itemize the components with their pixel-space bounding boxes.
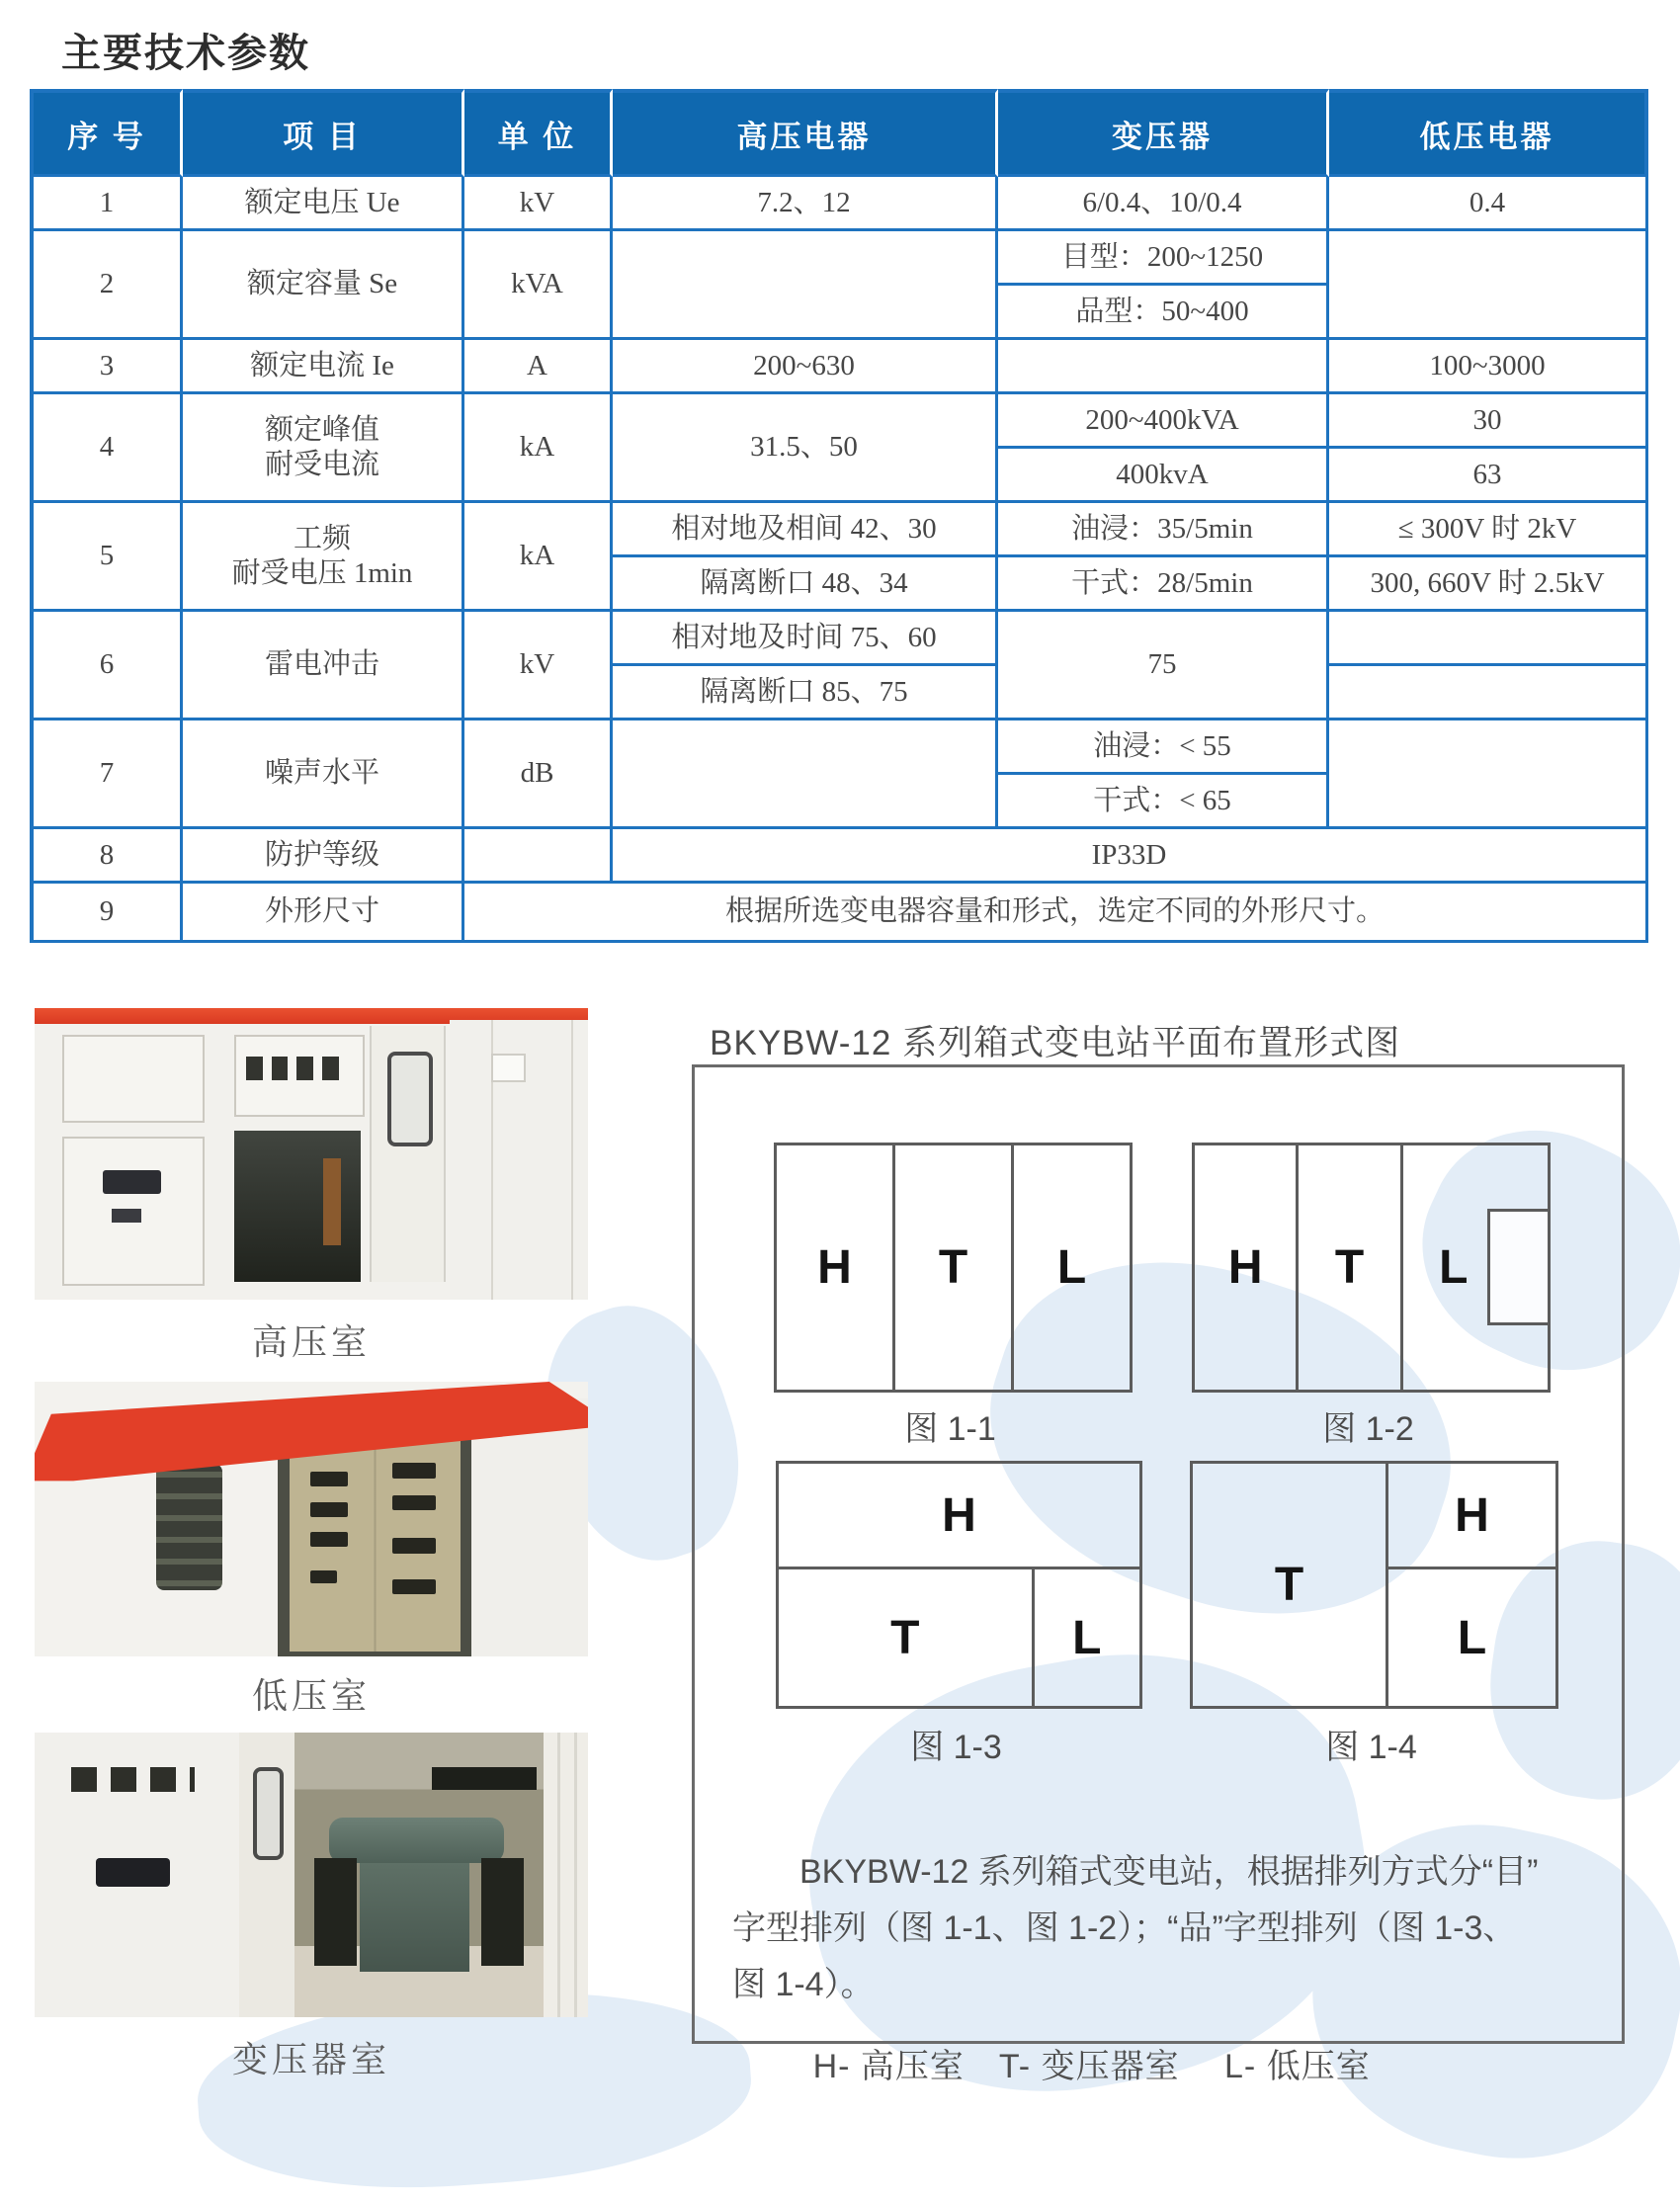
cell-unit: kV xyxy=(464,177,613,231)
cell-transformer: 油浸：35/5min xyxy=(998,503,1329,557)
cell-hv: 31.5、50 xyxy=(613,394,998,503)
cell-hv: 隔离断口 48、34 xyxy=(613,557,998,612)
room-letter-l: L xyxy=(1056,1241,1087,1294)
cell-lv: 300, 660V 时 2.5kV xyxy=(1329,557,1648,612)
cell-no: 1 xyxy=(30,177,183,231)
cabinet-panel xyxy=(35,1733,242,2017)
cell-hv: 相对地及相间 42、30 xyxy=(613,503,998,557)
cell-lv: 100~3000 xyxy=(1329,340,1648,394)
open-doorway xyxy=(278,1428,471,1656)
cell-item-line: 额定峰值 xyxy=(264,413,379,446)
table-row xyxy=(30,612,1648,666)
vent-slots xyxy=(71,1767,194,1793)
cell-no: 7 xyxy=(30,720,183,829)
transformer-body xyxy=(360,1863,469,1971)
cell-unit: kV xyxy=(464,612,613,720)
room-letter-h: H xyxy=(1227,1241,1263,1294)
interior-equipment xyxy=(432,1767,537,1790)
cell-transformer: 品型：50~400 xyxy=(998,286,1329,340)
switch-handle xyxy=(392,1463,437,1478)
cabinet-button xyxy=(112,1209,142,1224)
switch-handle xyxy=(310,1570,338,1583)
door-window xyxy=(387,1052,433,1146)
interior-cabinet xyxy=(481,1858,524,1966)
cell-item: 噪声水平 xyxy=(183,720,464,829)
room-letter-l: L xyxy=(1457,1611,1487,1664)
cell-item: 额定电流 Ie xyxy=(183,340,464,394)
photo-label-transformer-room: 变压器室 xyxy=(231,2039,390,2079)
cell-item xyxy=(183,503,464,612)
diagram-note xyxy=(732,1844,1588,2095)
note-line: BKYBW-12 系列箱式变电站，根据排列方式分“目” xyxy=(799,1853,1539,1891)
page-title: 主要技术参数 xyxy=(61,32,310,75)
cell-no: 2 xyxy=(30,231,183,340)
photo-label-low-voltage-room: 低压室 xyxy=(251,1675,371,1716)
cell-hv: 隔离断口 85、75 xyxy=(613,666,998,720)
vent-slot xyxy=(246,1057,263,1080)
cell-lv: 63 xyxy=(1329,449,1648,503)
interior-equipment xyxy=(323,1158,341,1246)
figure-caption: 图 1-1 xyxy=(904,1410,996,1448)
cell-item-line: 耐受电压 1min xyxy=(231,556,413,589)
switch-handle xyxy=(310,1502,348,1517)
room-letter-t: T xyxy=(890,1611,920,1664)
switch-handle xyxy=(392,1579,437,1594)
cell-transformer: 200~400kVA xyxy=(998,394,1329,449)
cell-item: 雷电冲击 xyxy=(183,612,464,720)
vent-slot xyxy=(272,1057,289,1080)
table-row xyxy=(30,177,1648,231)
door-window xyxy=(253,1767,285,1860)
room-legend: H- 高压室 T- 变压器室 L- 低压室 xyxy=(812,2048,1371,2085)
switchgear-cabinet xyxy=(290,1437,460,1652)
cell-item-line: 耐受电流 xyxy=(264,448,379,480)
transformer-top xyxy=(329,1818,503,1863)
label-plate xyxy=(491,1054,526,1082)
cell-hv: 相对地及时间 75、60 xyxy=(613,612,998,666)
room-letter-h: H xyxy=(942,1488,976,1542)
wall-seam xyxy=(571,1020,573,1300)
col-header-unit: 单 位 xyxy=(464,89,613,177)
cabinet-wall xyxy=(544,1733,588,2017)
figure-caption: 图 1-2 xyxy=(1322,1410,1414,1448)
cell-item: 防护等级 xyxy=(183,829,464,884)
layout-diagram-box xyxy=(692,1064,1625,2085)
diagram-title: BKYBW-12 系列箱式变电站平面布置形式图 xyxy=(710,1024,1401,1062)
cabinet-display xyxy=(103,1170,161,1194)
cell-lv-empty xyxy=(1329,612,1648,666)
cell-unit: dB xyxy=(464,720,613,829)
table-row xyxy=(30,231,1648,286)
cell-no: 3 xyxy=(30,340,183,394)
col-header-item: 项 目 xyxy=(183,89,464,177)
cell-lv: ≤ 300V 时 2kV xyxy=(1329,503,1648,557)
open-door xyxy=(370,1026,446,1283)
figure-1-4 xyxy=(1190,1461,1558,1709)
open-doorway xyxy=(294,1733,544,2017)
table-row xyxy=(30,829,1648,884)
cell-span-value: IP33D xyxy=(613,829,1648,884)
room-letter-t: T xyxy=(938,1241,968,1294)
cell-unit-empty xyxy=(464,829,613,884)
room-letter-t: T xyxy=(1274,1559,1304,1611)
room-letter-l: L xyxy=(1072,1611,1102,1664)
cell-no: 5 xyxy=(30,503,183,612)
cell-transformer: 目型：200~1250 xyxy=(998,231,1329,286)
cell-unit: kA xyxy=(464,394,613,503)
cell-lv: 0.4 xyxy=(1329,177,1648,231)
cell-transformer: 干式：< 65 xyxy=(998,775,1329,829)
cell-transformer: 400kvA xyxy=(998,449,1329,503)
open-door xyxy=(239,1733,297,2017)
cell-transformer: 干式：28/5min xyxy=(998,557,1329,612)
vent-panel xyxy=(234,1035,366,1118)
figure-1-2 xyxy=(1192,1143,1551,1393)
col-header-hv: 高压电器 xyxy=(613,89,998,177)
note-line: 图 1-4）。 xyxy=(732,1966,875,2003)
col-header-transformer: 变压器 xyxy=(998,89,1329,177)
photo-label-high-voltage-room: 高压室 xyxy=(251,1321,371,1362)
photo-low-voltage-room xyxy=(35,1382,588,1656)
cell-unit: A xyxy=(464,340,613,394)
switch-handle xyxy=(392,1538,437,1553)
control-panel xyxy=(156,1464,222,1590)
vent-slot xyxy=(296,1057,313,1080)
cell-transformer-empty xyxy=(998,340,1329,394)
table-row xyxy=(30,720,1648,775)
note-line: 字型排列（图 1-1、图 1-2）；“品”字型排列（图 1-3、 xyxy=(732,1909,1517,1947)
open-doorway xyxy=(234,1131,362,1282)
cell-no: 6 xyxy=(30,612,183,720)
figure-1-1 xyxy=(774,1143,1133,1393)
col-header-no: 序 号 xyxy=(30,89,183,177)
cell-no: 8 xyxy=(30,829,183,884)
room-letter-t: T xyxy=(1334,1241,1365,1294)
cell-no: 4 xyxy=(30,394,183,503)
room-letter-h: H xyxy=(817,1241,852,1294)
switch-handle xyxy=(310,1472,348,1486)
room-letter-h: H xyxy=(1455,1488,1489,1542)
col-header-lv: 低压电器 xyxy=(1329,89,1648,177)
cell-hv-empty xyxy=(613,231,998,340)
cell-item: 额定电压 Ue xyxy=(183,177,464,231)
photo-transformer-room xyxy=(35,1733,588,2017)
cell-transformer: 油浸：< 55 xyxy=(998,720,1329,775)
figure-caption: 图 1-3 xyxy=(910,1729,1002,1766)
table-row xyxy=(30,503,1648,557)
specs-table xyxy=(30,89,1648,943)
cabinet-panel xyxy=(62,1035,205,1124)
cell-span-value: 根据所选变电器容量和形式，选定不同的外形尺寸。 xyxy=(464,884,1648,943)
cell-lv-empty xyxy=(1329,720,1648,829)
cell-unit: kA xyxy=(464,503,613,612)
cell-transformer: 75 xyxy=(998,612,1329,720)
table-row xyxy=(30,394,1648,449)
cell-item: 额定容量 Se xyxy=(183,231,464,340)
cell-hv: 200~630 xyxy=(613,340,998,394)
cell-lv-empty xyxy=(1329,231,1648,340)
vent-slot xyxy=(322,1057,339,1080)
figure-caption: 图 1-4 xyxy=(1325,1729,1417,1766)
cell-unit: kVA xyxy=(464,231,613,340)
cell-item: 外形尺寸 xyxy=(183,884,464,943)
cell-hv: 7.2、12 xyxy=(613,177,998,231)
cell-no: 9 xyxy=(30,884,183,943)
cell-lv-empty xyxy=(1329,666,1648,720)
figure-1-3 xyxy=(776,1461,1142,1709)
cabinet-wall xyxy=(450,1020,588,1300)
switch-handle xyxy=(392,1495,437,1510)
photo-high-voltage-room xyxy=(35,1008,588,1300)
switch-handle xyxy=(310,1532,348,1547)
table-row xyxy=(30,884,1648,943)
table-row xyxy=(30,340,1648,394)
cell-lv: 30 xyxy=(1329,394,1648,449)
cell-hv-empty xyxy=(613,720,998,829)
cell-item xyxy=(183,394,464,503)
annex-box xyxy=(1487,1209,1551,1325)
room-letter-l: L xyxy=(1439,1241,1469,1294)
cell-item-line: 工频 xyxy=(293,522,351,554)
cabinet-panel xyxy=(62,1137,205,1287)
cabinet-display xyxy=(96,1858,170,1887)
cell-transformer: 6/0.4、10/0.4 xyxy=(998,177,1329,231)
interior-cabinet xyxy=(314,1858,357,1966)
